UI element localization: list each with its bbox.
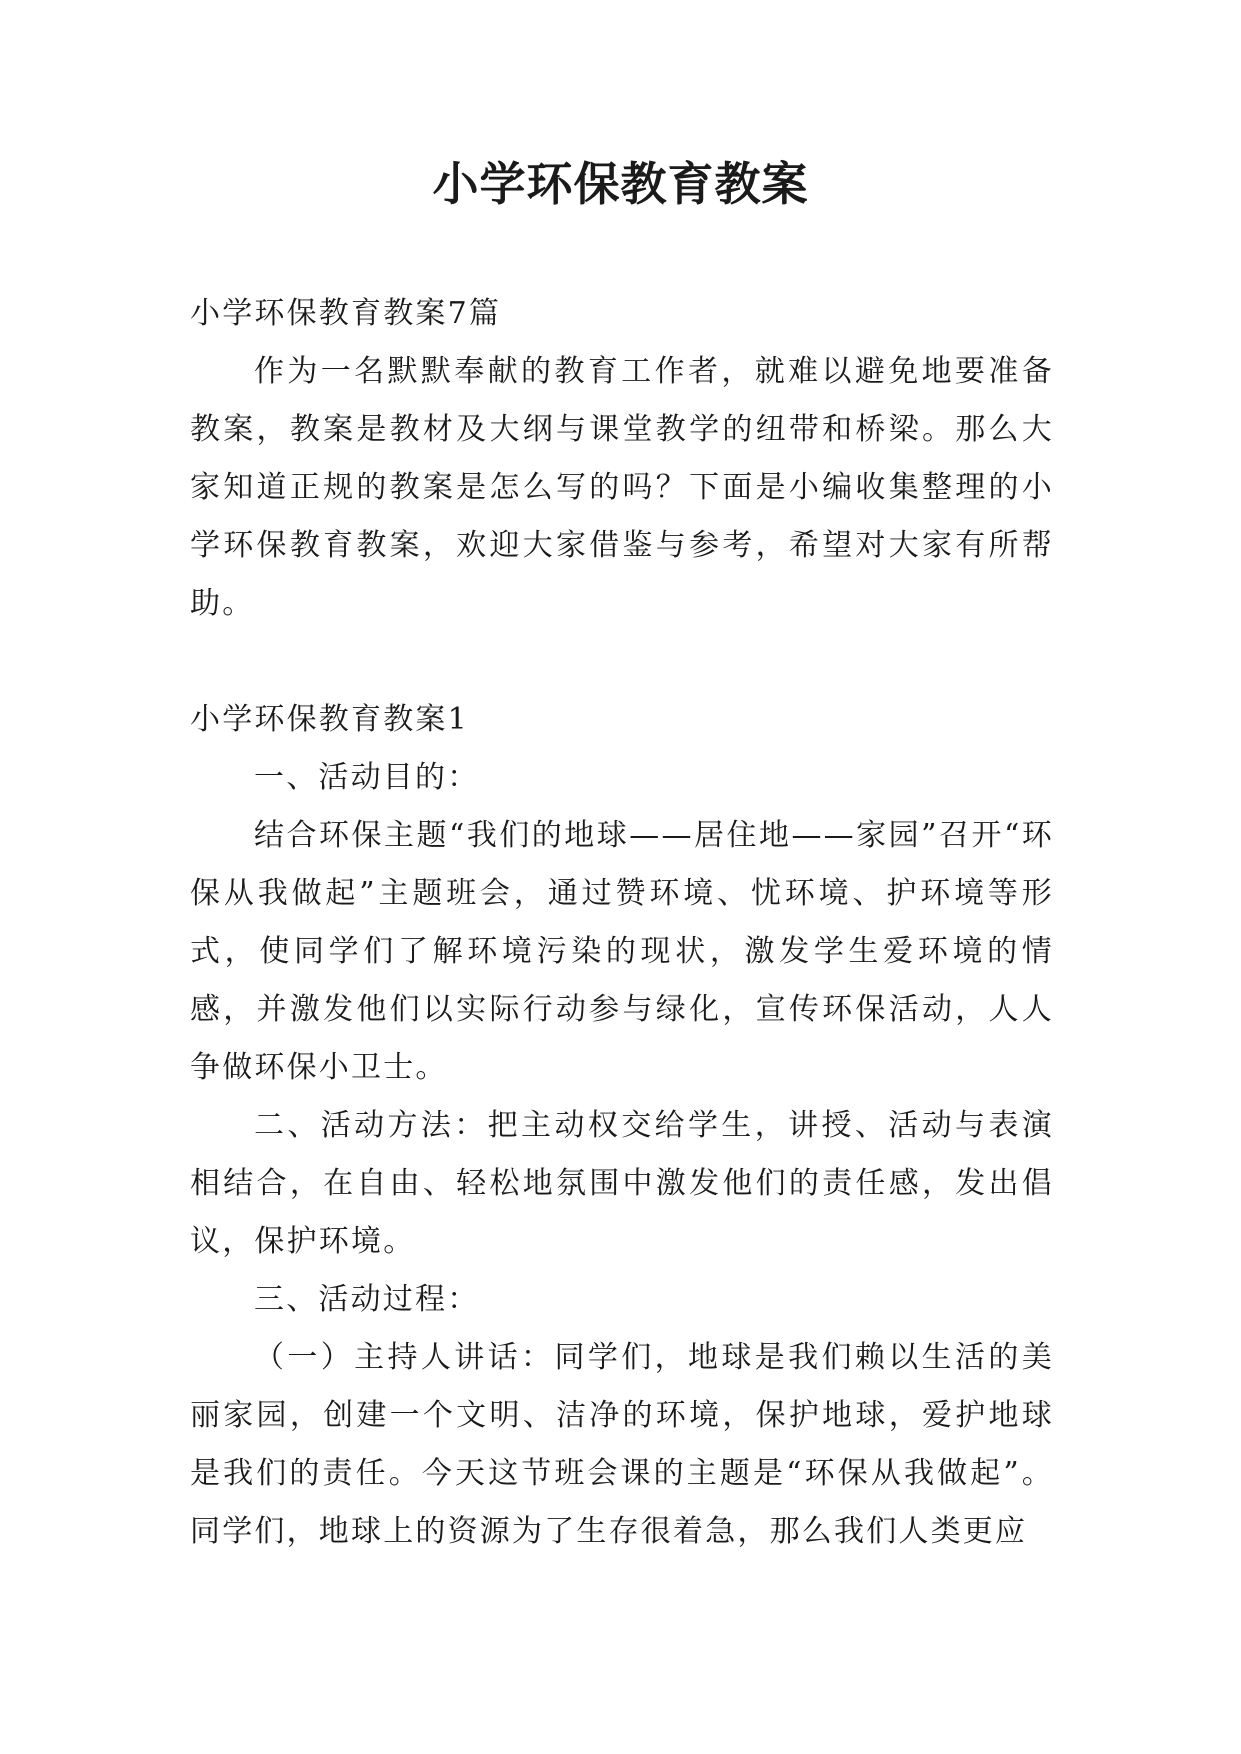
- section-heading: 小学环保教育教案1: [190, 702, 469, 737]
- activity-goal-paragraph: 结合环保主题“我们的地球——居住地——家园”召开“环保从我做起”主题班会，通过赞环境、忧环境、护环境等形式，使同学们了解环境污染的现状，激发学生爱环境的情感，并激发他们以实际行动参与绿化，宣传环保活动，人人争做环保小卫士。: [190, 818, 1054, 1085]
- activity-method-paragraph: 二、活动方法：把主动权交给学生，讲授、活动与表演相结合，在自由、轻松地氛围中激发他们的责任感，发出倡议，保护环境。: [190, 1108, 1054, 1259]
- document-body: [190, 285, 1054, 1561]
- activity-process-heading: 三、活动过程：: [254, 1282, 480, 1317]
- activity-goal-heading: 一、活动目的：: [254, 760, 480, 795]
- host-speech-paragraph: （一）主持人讲话：同学们，地球是我们赖以生活的美丽家园，创建一个文明、洁净的环境，保护地球，爱护地球是我们的责任。今天这节班会课的主题是“环保从我做起”。同学们，地球上的资源为了生存很着急，那么我们人类更应: [190, 1340, 1054, 1549]
- document-title: 小学环保教育教案: [432, 157, 809, 211]
- section-gap: [190, 633, 1054, 691]
- intro-paragraph: 作为一名默默奉献的教育工作者，就难以避免地要准备教案，教案是教材及大纲与课堂教学的纽带和桥梁。那么大家知道正规的教案是怎么写的吗？下面是小编收集整理的小学环保教育教案，欢迎大家借鉴与参考，希望对大家有所帮助。: [190, 354, 1054, 621]
- subtitle-line: 小学环保教育教案7篇: [190, 296, 502, 331]
